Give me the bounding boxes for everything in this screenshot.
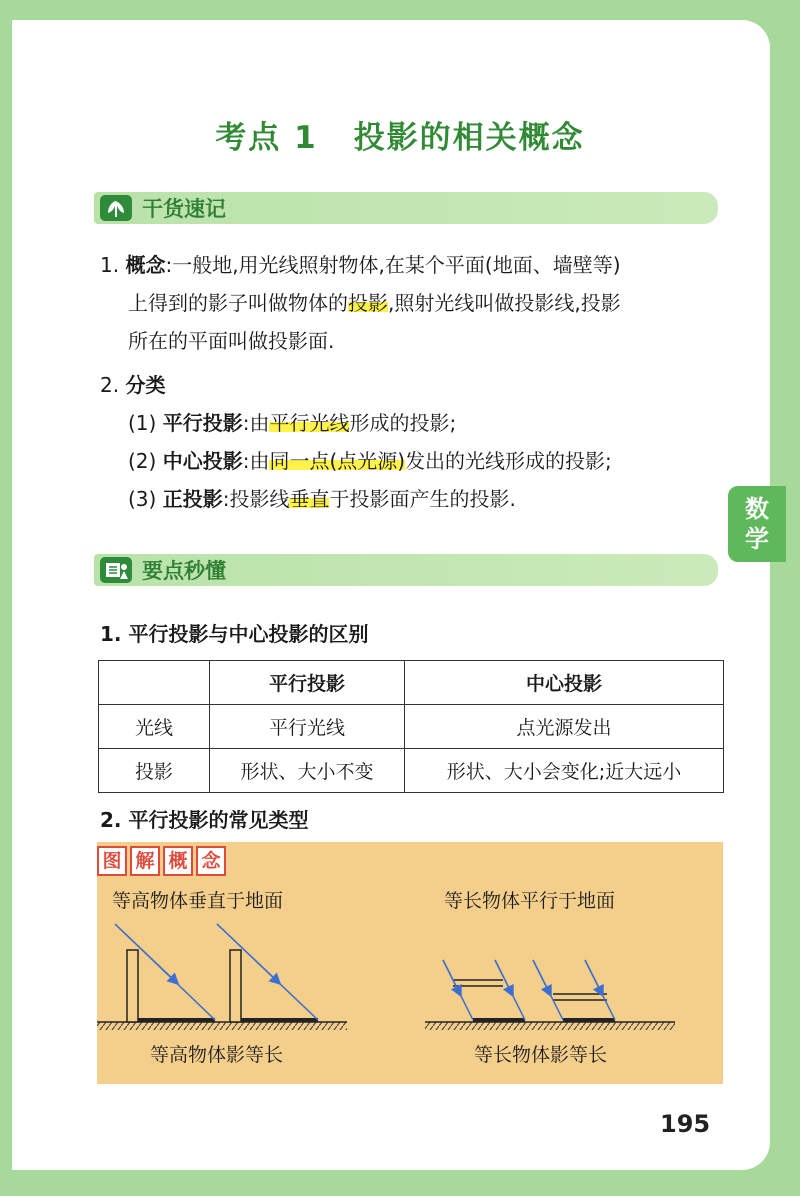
concept-text-a: :一般地,用光线照射物体,在某个平面(地面、墙壁等) <box>165 253 621 277</box>
table-row <box>99 705 724 749</box>
left-diagram <box>97 924 347 1030</box>
item-index: (2) <box>128 449 157 473</box>
comparison-table <box>98 660 724 793</box>
subject-tab-char-2: 学 <box>745 525 769 553</box>
classify-paragraph <box>100 366 740 518</box>
highlight-touying: 投影 <box>348 291 388 315</box>
right-diagram <box>425 960 675 1030</box>
item-index: (3) <box>128 487 157 511</box>
post-2 <box>230 950 241 1022</box>
right-caption-bottom: 等长物体影等长 <box>474 1044 608 1066</box>
item-text: :投影线 <box>222 487 290 511</box>
classify-num: 2. <box>100 373 120 397</box>
item-highlight: 垂直 <box>289 487 330 511</box>
concept-text-c: ,照射光线叫做投影线,投影 <box>388 291 621 315</box>
right-caption-top: 等长物体平行于地面 <box>444 890 616 912</box>
table-cell: 平行光线 <box>210 705 405 749</box>
point1-title: 1. 平行投影与中心投影的区别 <box>100 622 369 646</box>
page-title <box>0 112 800 157</box>
subject-tab-char-1: 数 <box>745 495 769 523</box>
classify-item-1 <box>100 404 740 442</box>
item-index: (1) <box>128 411 157 435</box>
concept-text-d: 所在的平面叫做投影面. <box>128 329 335 353</box>
page-number: 195 <box>660 1110 711 1138</box>
item-text: 发出的光线形成的投影; <box>405 449 612 473</box>
section-header-yaodian <box>94 554 718 586</box>
table-cell: 投影 <box>99 749 210 793</box>
table-header: 中心投影 <box>405 661 724 705</box>
section-label: 要点秒懂 <box>142 559 226 583</box>
leaf-icon <box>100 195 132 221</box>
table-header: 平行投影 <box>210 661 405 705</box>
point2-title: 2. 平行投影的常见类型 <box>100 808 309 832</box>
classify-title: 分类 <box>125 373 166 397</box>
concept-text-b: 上得到的影子叫做物体的 <box>128 291 348 315</box>
kaodian-label: 考点 1 <box>215 120 318 156</box>
item-name: 正投影 <box>162 487 223 511</box>
section-header-ganhuo <box>94 192 718 224</box>
left-caption-top: 等高物体垂直于地面 <box>112 890 284 912</box>
notebook-icon <box>100 557 132 583</box>
item-text: 形成的投影; <box>349 411 457 435</box>
concept-paragraph <box>100 246 740 360</box>
section-label: 干货速记 <box>142 197 226 221</box>
item-text: :由 <box>242 449 270 473</box>
table-cell: 点光源发出 <box>405 705 724 749</box>
item-highlight: 平行光线 <box>269 411 350 435</box>
title-text: 投影的相关概念 <box>353 120 585 156</box>
tag-char: 念 <box>196 846 226 876</box>
tag-char: 图 <box>97 846 127 876</box>
table-header <box>99 661 210 705</box>
table-cell: 形状、大小会变化;近大远小 <box>405 749 724 793</box>
tag-char: 概 <box>163 846 193 876</box>
post-1 <box>127 950 138 1022</box>
diagram-tag <box>97 846 229 876</box>
concept-num: 1. <box>100 253 120 277</box>
table-cell: 光线 <box>99 705 210 749</box>
concept-title: 概念 <box>125 253 166 277</box>
left-caption-bottom: 等高物体影等长 <box>150 1044 284 1066</box>
table-row <box>99 749 724 793</box>
classify-item-2 <box>100 442 740 480</box>
item-text: 于投影面产生的投影. <box>329 487 516 511</box>
classify-item-3 <box>100 480 740 518</box>
table-header-row <box>99 661 724 705</box>
item-name: 平行投影 <box>162 411 243 435</box>
tag-char: 解 <box>130 846 160 876</box>
item-text: :由 <box>242 411 270 435</box>
table-cell: 形状、大小不变 <box>210 749 405 793</box>
item-name: 中心投影 <box>162 449 243 473</box>
item-highlight: 同一点(点光源) <box>269 449 406 473</box>
